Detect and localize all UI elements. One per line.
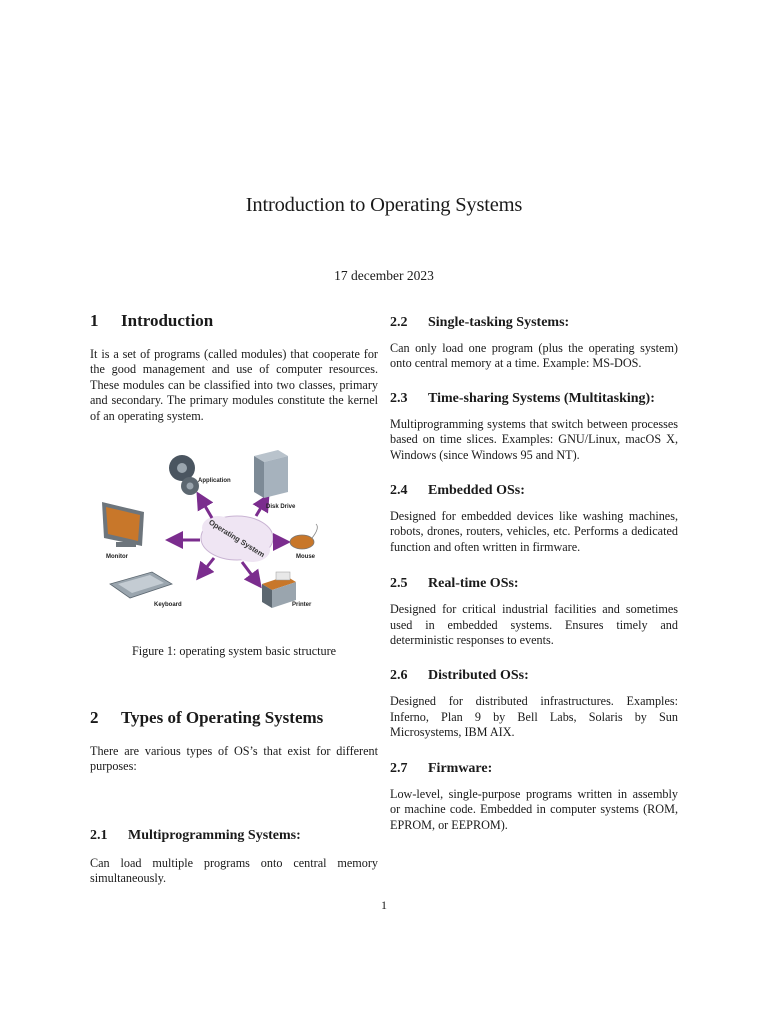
label-disk-drive: Disk Drive (266, 504, 296, 511)
section-number: 2 (90, 708, 99, 728)
os-cloud-shape (201, 516, 273, 562)
printer-icon (262, 572, 296, 608)
label-keyboard: Keyboard (154, 602, 182, 609)
gear-icon (169, 455, 199, 495)
subsection-number: 2.4 (390, 483, 408, 499)
page-title: Introduction to Operating Systems (245, 194, 523, 216)
section-heading-introduction (90, 310, 378, 332)
subsection-number: 2.6 (390, 668, 408, 684)
subsection-heading-distributed (390, 667, 678, 685)
os-structure-diagram (90, 442, 378, 622)
page-number: 1 (381, 898, 387, 912)
section-heading-types (90, 707, 378, 729)
subsection-number: 2.3 (390, 390, 408, 406)
section-number: 1 (90, 311, 99, 330)
subsection-number: 2.7 (390, 760, 408, 776)
subsection-heading-real-time (390, 575, 678, 593)
section-title: Introduction (121, 311, 214, 330)
subsection-number: 2.1 (90, 827, 108, 843)
subsection-body: Designed for embedded devices like washing machines, robots, drones, routers, vehicles, etc. Performs a dedicated function and often written in firmware. (390, 509, 678, 554)
subsection-title: Firmware: (428, 760, 493, 776)
label-mouse: Mouse (296, 554, 316, 561)
label-monitor: Monitor (106, 554, 128, 561)
subsection-title: Distributed OSs: (428, 668, 529, 684)
subsection-body: Can load multiple programs onto central memory simultaneously. (90, 855, 378, 886)
subsection-heading-multiprogramming (90, 827, 378, 845)
arrow-printer (242, 562, 260, 586)
subsection-title: Time-sharing Systems (Multitasking): (428, 390, 655, 406)
subsection-body: Can only load one program (plus the operating system) onto central memory at a time. Example: MS-DOS. (390, 341, 678, 371)
label-printer: Printer (292, 602, 312, 609)
subsection-heading-time-sharing (390, 390, 678, 408)
label-application: Application (198, 478, 231, 485)
section-title: Types of Operating Systems (121, 708, 324, 728)
intro-paragraph: It is a set of programs (called modules) that cooperate for the good management and use of computer resources. These modules can be classified into two classes, primary and secondary. The primary modules constitute the kernel of an operating system. (90, 347, 378, 423)
subsection-body: Designed for critical industrial facilities and sometimes used in embedded systems. Ensures timely and deterministic responses to events. (390, 602, 678, 648)
arrow-application (198, 494, 212, 518)
subsection-title: Embedded OSs: (428, 483, 525, 499)
subsection-number: 2.5 (390, 576, 408, 592)
subsection-body: Low-level, single-purpose programs written in assembly or machine code. Embedded in computer systems (ROM, EPROM, or EEPROM). (390, 786, 678, 832)
subsection-heading-single-tasking (390, 314, 678, 332)
keyboard-icon (110, 572, 172, 598)
mouse-icon (290, 524, 317, 549)
os-structure-figure (90, 442, 378, 622)
subsection-number: 2.2 (390, 315, 408, 330)
subsection-body: Designed for distributed infrastructures. Examples: Inferno, Plan 9 by Bell Labs, Solaris by Sun Microsystems, IBM AIX. (390, 694, 678, 740)
arrow-keyboard (198, 558, 214, 578)
subsection-title: Real-time OSs: (428, 576, 519, 592)
disk-drive-icon (254, 450, 288, 498)
figure-caption: Figure 1: operating system basic structure (131, 644, 337, 659)
page-date: 17 december 2023 (334, 268, 434, 283)
os-center-label: Operating System (207, 517, 267, 560)
subsection-body: Multiprogramming systems that switch between processes based on time slices. Examples: GNU/Linux, macOS X, Windows (since Windows 95 and NT). (390, 416, 678, 462)
subsection-title: Single-tasking Systems: (428, 315, 570, 330)
monitor-icon (102, 502, 144, 547)
subsection-heading-embedded (390, 482, 678, 500)
right-column (390, 314, 678, 833)
left-column (90, 310, 378, 887)
types-paragraph: There are various types of OS’s that exist for different purposes: (90, 744, 378, 774)
subsection-title: Multiprogramming Systems: (128, 827, 301, 843)
subsection-heading-firmware (390, 760, 678, 778)
